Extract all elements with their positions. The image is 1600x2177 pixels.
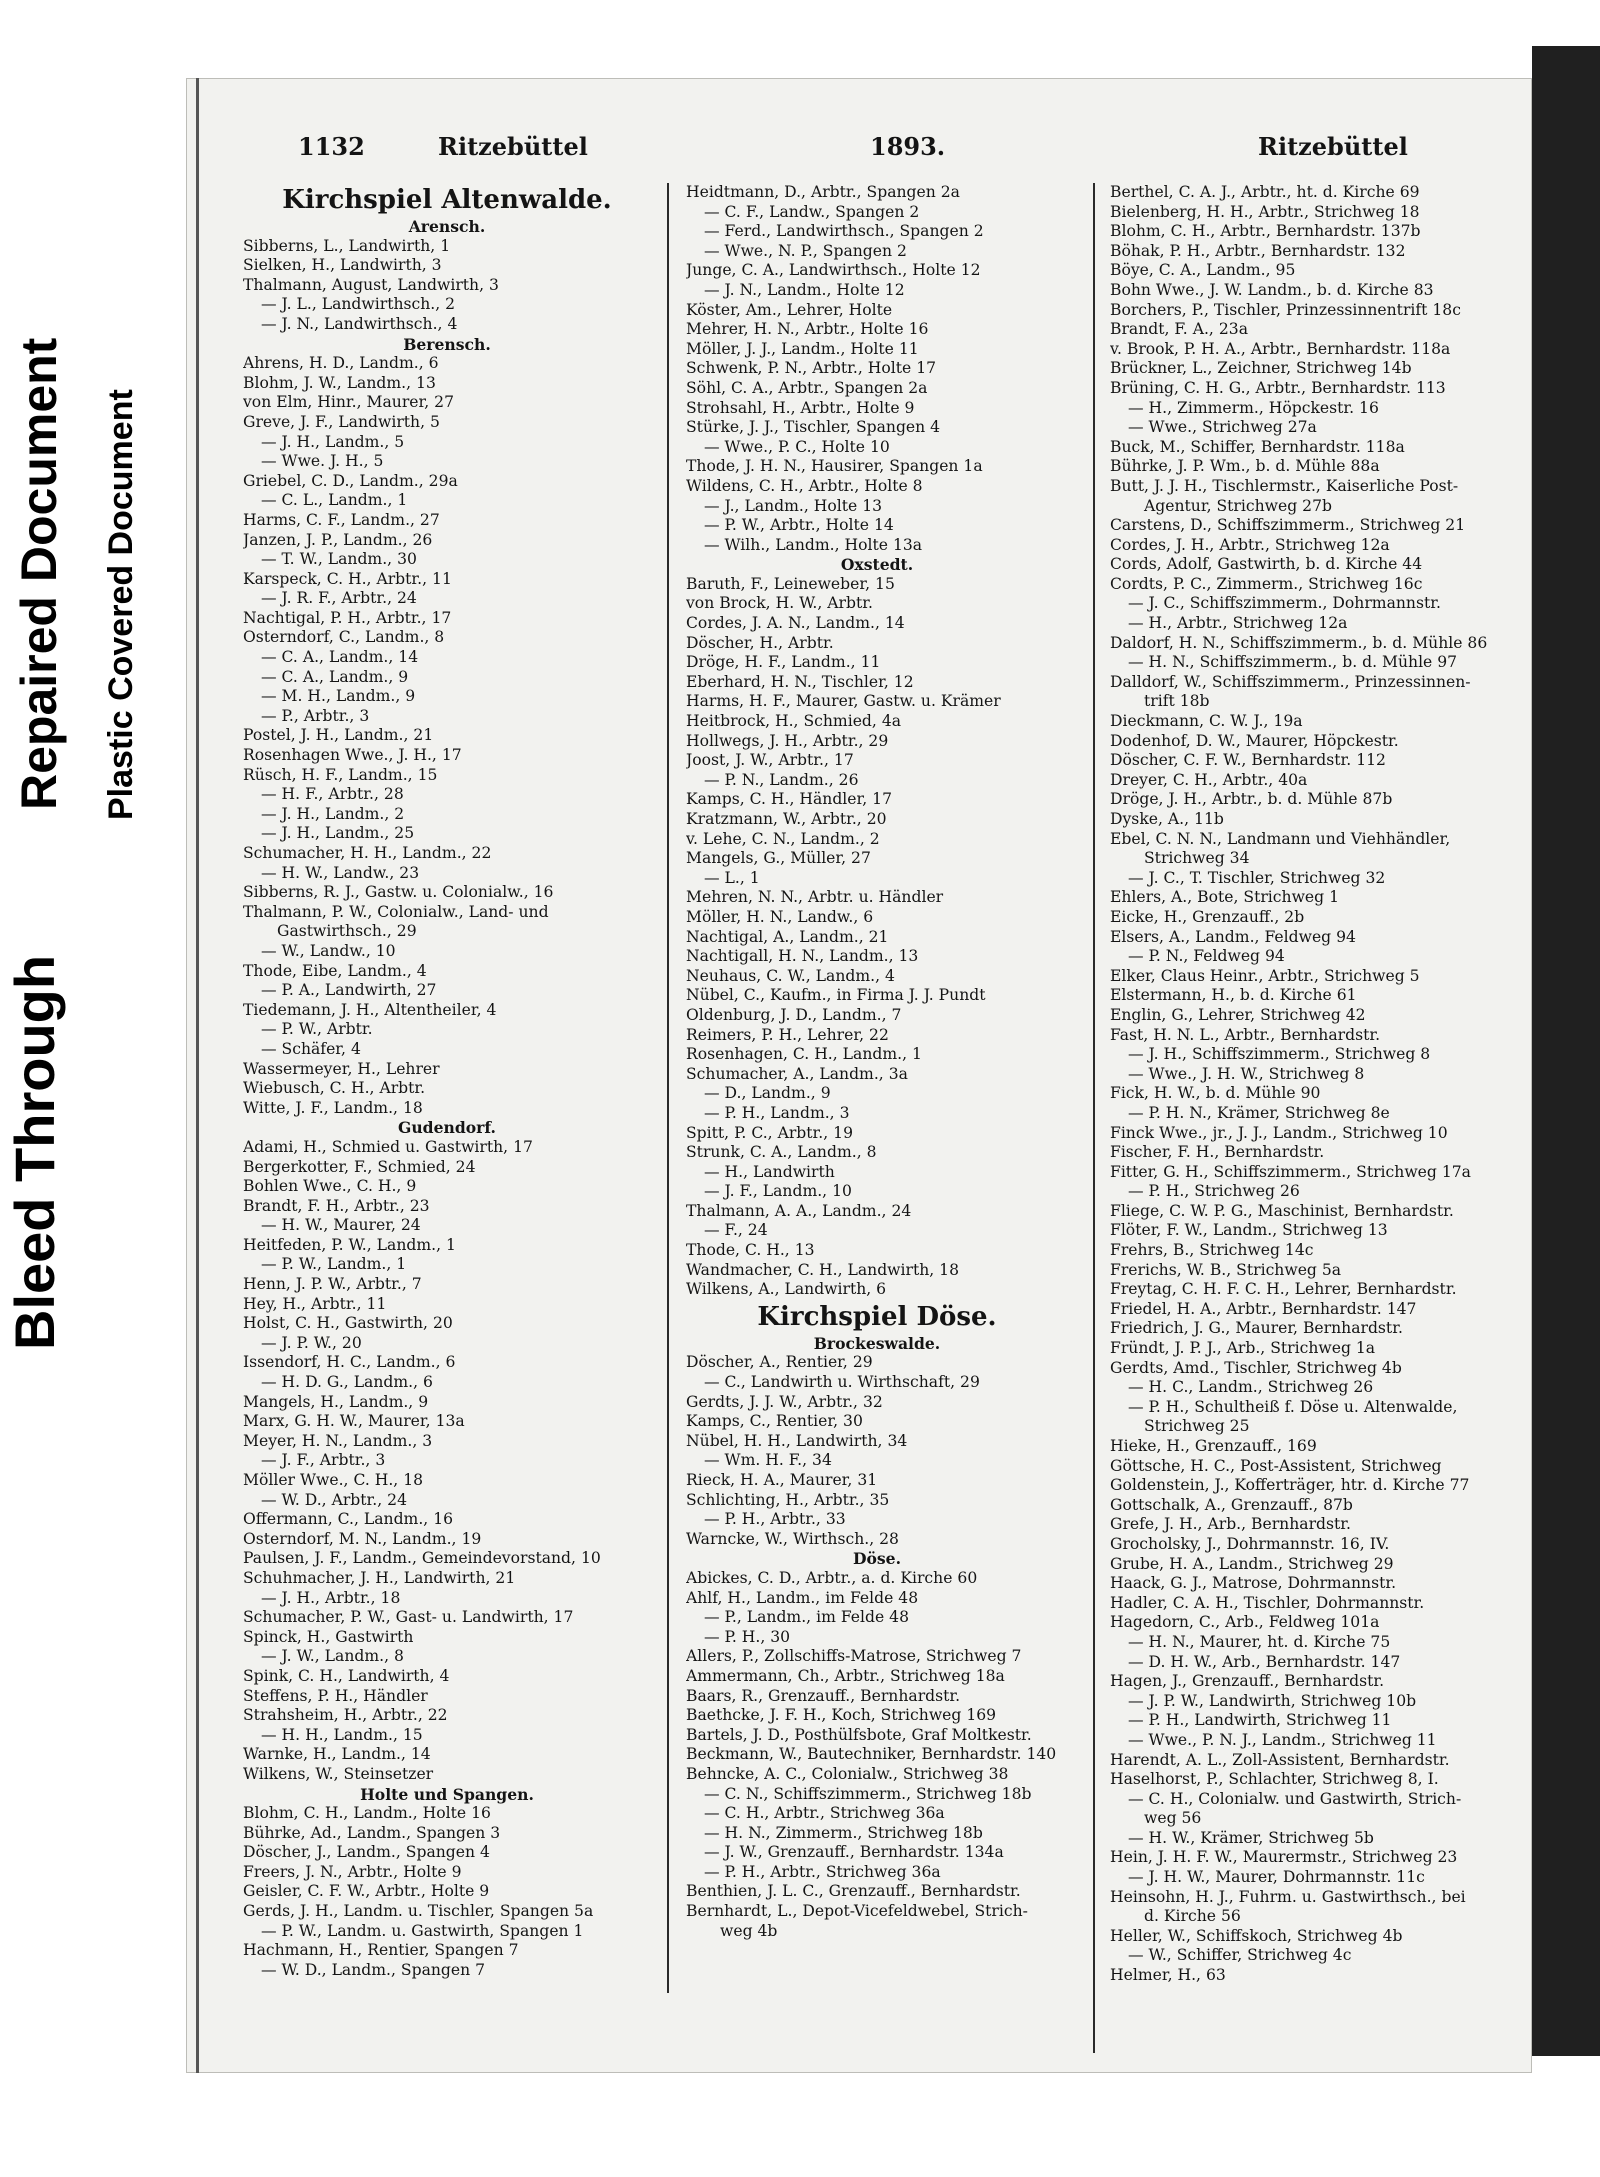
directory-entry: — D., Landm., 9 bbox=[704, 1084, 831, 1103]
directory-entry: Thalmann, August, Landwirth, 3 bbox=[243, 275, 499, 294]
directory-entry: Brandt, F. A., 23a bbox=[1110, 320, 1248, 339]
directory-entry: Bernhardt, L., Depot-Vicefeldwebel, Strich- bbox=[686, 1902, 1028, 1921]
directory-entry: Nübel, C., Kaufm., in Firma J. J. Pundt bbox=[686, 986, 986, 1005]
directory-entry: — P. H. N., Krämer, Strichweg 8e bbox=[1128, 1103, 1390, 1122]
directory-entry: weg 4b bbox=[720, 1921, 778, 1940]
label-repaired-document: Repaired Document bbox=[11, 337, 67, 810]
page-number: 1132 bbox=[298, 132, 365, 161]
directory-entry: Griebel, C. D., Landm., 29a bbox=[243, 471, 458, 490]
directory-entry: — Wwe., P. C., Holte 10 bbox=[704, 437, 890, 456]
directory-entry: Fitter, G. H., Schiffszimmerm., Strichweg 17a bbox=[1110, 1162, 1471, 1181]
page-binding-edge bbox=[196, 78, 199, 2073]
locality-heading: Berensch. bbox=[403, 334, 491, 354]
directory-entry: Spitt, P. C., Arbtr., 19 bbox=[686, 1123, 854, 1142]
directory-entry: Greve, J. F., Landwirth, 5 bbox=[243, 412, 440, 431]
directory-entry: Bohn Wwe., J. W. Landm., b. d. Kirche 83 bbox=[1110, 280, 1434, 299]
directory-entry: — J. W., Grenzauff., Bernhardstr. 134a bbox=[704, 1843, 1004, 1862]
directory-entry: — J. C., Schiffszimmerm., Dohrmannstr. bbox=[1128, 594, 1441, 613]
directory-entry: v. Lehe, C. N., Landm., 2 bbox=[686, 829, 880, 848]
directory-entry: Bielenberg, H. H., Arbtr., Strichweg 18 bbox=[1110, 202, 1420, 221]
directory-entry: — Wwe., P. N. J., Landm., Strichweg 11 bbox=[1128, 1730, 1437, 1749]
directory-entry: Harms, C. F., Landm., 27 bbox=[243, 510, 440, 529]
locality-heading: Gudendorf. bbox=[398, 1118, 496, 1138]
directory-entry: — H. W., Krämer, Strichweg 5b bbox=[1128, 1828, 1374, 1847]
directory-entry: Flöter, F. W., Landm., Strichweg 13 bbox=[1110, 1221, 1388, 1240]
directory-entry: Sielken, H., Landwirth, 3 bbox=[243, 256, 442, 275]
locality-heading: Oxstedt. bbox=[840, 555, 914, 575]
directory-entry: Eicke, H., Grenzauff., 2b bbox=[1110, 907, 1305, 926]
directory-entry: — J. H. W., Maurer, Dohrmannstr. 11c bbox=[1128, 1868, 1425, 1887]
directory-entry: Nachtigall, H. N., Landm., 13 bbox=[686, 947, 919, 966]
directory-entry: — J. P. W., Landwirth, Strichweg 10b bbox=[1128, 1691, 1417, 1710]
directory-entry: Ahlf, H., Landm., im Felde 48 bbox=[686, 1588, 919, 1607]
directory-entry: — J. W., Landm., 8 bbox=[261, 1647, 404, 1666]
directory-entry: Schumacher, P. W., Gast- u. Landwirth, 17 bbox=[243, 1608, 574, 1627]
running-head-right: Ritzebüttel bbox=[1258, 132, 1408, 161]
directory-entry: v. Brook, P. H. A., Arbtr., Bernhardstr. 118a bbox=[1110, 339, 1451, 358]
directory-entry: Möller, H. N., Landw., 6 bbox=[686, 907, 874, 926]
directory-entry: Freytag, C. H. F. C. H., Lehrer, Bernhardstr. bbox=[1110, 1280, 1457, 1299]
directory-entry: Nachtigal, P. H., Arbtr., 17 bbox=[243, 608, 452, 627]
directory-column bbox=[243, 183, 651, 1980]
directory-entry: — H. N., Maurer, ht. d. Kirche 75 bbox=[1128, 1632, 1391, 1651]
directory-entry: Rüsch, H. F., Landm., 15 bbox=[243, 765, 438, 784]
directory-entry: Abickes, C. D., Arbtr., a. d. Kirche 60 bbox=[686, 1568, 978, 1587]
directory-entry: Baars, R., Grenzauff., Bernhardstr. bbox=[686, 1686, 961, 1705]
directory-entry: Cordes, J. A. N., Landm., 14 bbox=[686, 614, 905, 633]
directory-entry: — W., Schiffer, Strichweg 4c bbox=[1128, 1946, 1352, 1965]
directory-entry: Freers, J. N., Arbtr., Holte 9 bbox=[243, 1862, 462, 1881]
directory-entry: Fischer, F. H., Bernhardstr. bbox=[1110, 1143, 1325, 1162]
directory-entry: Thalmann, P. W., Colonialw., Land- und bbox=[243, 902, 549, 921]
locality-heading: Döse. bbox=[852, 1549, 902, 1569]
directory-entry: — J. H., Landm., 25 bbox=[261, 824, 415, 843]
directory-entry: Döscher, J., Landm., Spangen 4 bbox=[243, 1843, 490, 1862]
directory-entry: Baruth, F., Leineweber, 15 bbox=[686, 574, 895, 593]
locality-heading: Holte und Spangen. bbox=[360, 1784, 534, 1804]
label-bleed-through: Bleed Through bbox=[3, 954, 66, 1350]
directory-column bbox=[686, 183, 1068, 1941]
directory-entry: Bergerkotter, F., Schmied, 24 bbox=[243, 1157, 476, 1176]
directory-entry: Paulsen, J. F., Landm., Gemeindevorstand, 10 bbox=[243, 1549, 601, 1568]
directory-entry: — P. H., Landm., 3 bbox=[704, 1103, 850, 1122]
directory-entry: — C., Landwirth u. Wirthschaft, 29 bbox=[704, 1373, 980, 1392]
directory-entry: Hachmann, H., Rentier, Spangen 7 bbox=[243, 1941, 519, 1960]
directory-entry: — J. N., Landm., Holte 12 bbox=[704, 280, 905, 299]
directory-entry: Heitbrock, H., Schmied, 4a bbox=[686, 712, 902, 731]
directory-entry: Wildens, C. H., Arbtr., Holte 8 bbox=[686, 476, 923, 495]
locality-heading: Brockeswalde. bbox=[813, 1333, 941, 1353]
directory-entry: Döscher, H., Arbtr. bbox=[686, 633, 834, 652]
directory-entry: Tiedemann, J. H., Altentheiler, 4 bbox=[243, 1000, 497, 1019]
directory-entry: Neuhaus, C. W., Landm., 4 bbox=[686, 966, 895, 985]
directory-entry: Warnke, H., Landm., 14 bbox=[243, 1745, 431, 1764]
directory-entry: Schumacher, H. H., Landm., 22 bbox=[243, 844, 492, 862]
directory-entry: — C. N., Schiffszimmerm., Strichweg 18b bbox=[704, 1784, 1032, 1803]
directory-entry: Kratzmann, W., Arbtr., 20 bbox=[686, 810, 887, 828]
directory-entry: — J. H., Arbtr., 18 bbox=[261, 1588, 401, 1607]
directory-entry: Dalldorf, W., Schiffszimmerm., Prinzessinnen- bbox=[1110, 672, 1471, 691]
directory-entry: — Wwe., N. P., Spangen 2 bbox=[704, 241, 907, 260]
directory-entry: — J. F., Landm., 10 bbox=[704, 1182, 852, 1201]
directory-entry: Möller, J. J., Landm., Holte 11 bbox=[686, 339, 919, 358]
directory-entry: Beckmann, W., Bautechniker, Bernhardstr. 140 bbox=[686, 1745, 1057, 1764]
directory-entry: Fast, H. N. L., Arbtr., Bernhardstr. bbox=[1110, 1025, 1381, 1044]
directory-entry: — J. N., Landwirthsch., 4 bbox=[261, 314, 458, 333]
directory-entry: von Brock, H. W., Arbtr. bbox=[686, 594, 873, 613]
directory-entry: Dieckmann, C. W. J., 19a bbox=[1110, 712, 1303, 731]
directory-entry: Schlichting, H., Arbtr., 35 bbox=[686, 1490, 890, 1509]
directory-entry: Elker, Claus Heinr., Arbtr., Strichweg 5 bbox=[1110, 966, 1420, 985]
directory-entry: Döscher, A., Rentier, 29 bbox=[686, 1353, 873, 1372]
directory-entry: Köster, Am., Lehrer, Holte bbox=[686, 300, 893, 319]
directory-entry: Thalmann, A. A., Landm., 24 bbox=[686, 1201, 912, 1220]
directory-entry: Gerds, J. H., Landm. u. Tischler, Spangen 5a bbox=[243, 1902, 594, 1921]
directory-entry: — J. H., Landm., 5 bbox=[261, 432, 405, 451]
directory-entry: — H. W., Maurer, 24 bbox=[261, 1216, 421, 1235]
directory-entry: — J. H., Landm., 2 bbox=[261, 804, 405, 823]
directory-entry: Ehlers, A., Bote, Strichweg 1 bbox=[1110, 888, 1340, 907]
directory-entry: Brüning, C. H. G., Arbtr., Bernhardstr. 113 bbox=[1110, 378, 1446, 397]
directory-entry: Cords, Adolf, Gastwirth, b. d. Kirche 44 bbox=[1110, 555, 1423, 574]
directory-entry: — J., Landm., Holte 13 bbox=[704, 496, 883, 515]
directory-entry: — J. R. F., Arbtr., 24 bbox=[261, 589, 417, 608]
directory-entry: Elsers, A., Landm., Feldweg 94 bbox=[1110, 927, 1356, 946]
directory-entry: — J. C., T. Tischler, Strichweg 32 bbox=[1128, 868, 1386, 887]
directory-entry: — P. N., Feldweg 94 bbox=[1128, 947, 1285, 966]
directory-entry: Grocholsky, J., Dohrmannstr. 16, IV. bbox=[1110, 1534, 1390, 1553]
directory-entry: — H., Arbtr., Strichweg 12a bbox=[1128, 614, 1348, 633]
directory-entry: Mehrer, H. N., Arbtr., Holte 16 bbox=[686, 320, 929, 339]
label-plastic-covered: Plastic Covered Document bbox=[102, 389, 140, 820]
directory-entry: Heitfeden, P. W., Landm., 1 bbox=[243, 1235, 456, 1254]
directory-entry: — J. H., Schiffszimmerm., Strichweg 8 bbox=[1128, 1045, 1431, 1064]
directory-entry: Spink, C. H., Landwirth, 4 bbox=[243, 1666, 450, 1685]
directory-entry: Hagen, J., Grenzauff., Bernhardstr. bbox=[1110, 1672, 1385, 1691]
directory-entry: Allers, P., Zollschiffs-Matrose, Strichweg 7 bbox=[686, 1647, 1022, 1666]
directory-entry: Möller Wwe., C. H., 18 bbox=[243, 1471, 424, 1489]
directory-entry: Schwenk, P. N., Arbtr., Holte 17 bbox=[686, 359, 937, 378]
directory-entry: Junge, C. A., Landwirthsch., Holte 12 bbox=[686, 261, 981, 280]
directory-entry: Butt, J. J. H., Tischlermstr., Kaiserliche Post- bbox=[1110, 476, 1459, 495]
directory-entry: Böhak, P. H., Arbtr., Bernhardstr. 132 bbox=[1110, 241, 1406, 260]
directory-entry: Hey, H., Arbtr., 11 bbox=[243, 1294, 387, 1313]
directory-entry: Witte, J. F., Landm., 18 bbox=[243, 1098, 423, 1117]
directory-entry: Thode, J. H. N., Hausirer, Spangen 1a bbox=[686, 457, 983, 476]
directory-entry: — W., Landw., 10 bbox=[261, 941, 396, 960]
directory-entry: Berthel, C. A. J., Arbtr., ht. d. Kirche 69 bbox=[1110, 183, 1420, 201]
directory-entry: Borchers, P., Tischler, Prinzessinnentrift 18c bbox=[1110, 300, 1461, 319]
directory-entry: Heidtmann, D., Arbtr., Spangen 2a bbox=[686, 183, 960, 201]
locality-heading: Arensch. bbox=[408, 217, 486, 236]
directory-entry: Strahsheim, H., Arbtr., 22 bbox=[243, 1706, 448, 1725]
directory-entry: Dreyer, C. H., Arbtr., 40a bbox=[1110, 770, 1308, 789]
directory-entry: von Elm, Hinr., Maurer, 27 bbox=[243, 393, 454, 412]
directory-entry: Goldenstein, J., Kofferträger, htr. d. Kirche 77 bbox=[1110, 1476, 1470, 1495]
directory-entry: — P. W., Landm. u. Gastwirth, Spangen 1 bbox=[261, 1921, 584, 1940]
directory-entry: Wilkens, W., Steinsetzer bbox=[243, 1764, 434, 1783]
directory-entry: Henn, J. P. W., Arbtr., 7 bbox=[243, 1275, 422, 1294]
directory-entry: Mehren, N. N., Arbtr. u. Händler bbox=[686, 888, 944, 907]
directory-entry: Dodenhof, D. W., Maurer, Höpckestr. bbox=[1110, 731, 1399, 750]
directory-entry: Söhl, C. A., Arbtr., Spangen 2a bbox=[686, 378, 928, 397]
directory-entry: Hadler, C. A. H., Tischler, Dohrmannstr. bbox=[1110, 1593, 1425, 1612]
dark-background-edge bbox=[1532, 46, 1600, 2056]
directory-entry: — H., Landwirth bbox=[704, 1162, 835, 1181]
directory-entry: Fick, H. W., b. d. Mühle 90 bbox=[1110, 1084, 1321, 1103]
directory-entry: Oldenburg, J. D., Landm., 7 bbox=[686, 1005, 902, 1024]
directory-entry: Blohm, J. W., Landm., 13 bbox=[243, 373, 436, 392]
directory-entry: Thode, C. H., 13 bbox=[686, 1241, 815, 1260]
directory-entry: — W. D., Landm., Spangen 7 bbox=[261, 1960, 486, 1979]
directory-entry: — P. H., Schultheiß f. Döse u. Altenwalde, bbox=[1128, 1397, 1458, 1416]
directory-entry: Gastwirthsch., 29 bbox=[277, 922, 417, 941]
directory-entry: Gottschalk, A., Grenzauff., 87b bbox=[1110, 1495, 1353, 1514]
directory-entry: Elstermann, H., b. d. Kirche 61 bbox=[1110, 986, 1357, 1005]
directory-entry: Cordes, J. H., Arbtr., Strichweg 12a bbox=[1110, 535, 1390, 554]
directory-entry: Kamps, C. H., Händler, 17 bbox=[686, 790, 893, 809]
directory-entry: — Schäfer, 4 bbox=[261, 1039, 361, 1058]
directory-entry: Brückner, L., Zeichner, Strichweg 14b bbox=[1110, 359, 1412, 378]
running-head-year: 1893. bbox=[870, 132, 946, 161]
directory-entry: Gerdts, Amd., Tischler, Strichweg 4b bbox=[1110, 1358, 1402, 1377]
directory-entry: Heinsohn, H. J., Fuhrm. u. Gastwirthsch., bei bbox=[1110, 1887, 1466, 1906]
directory-entry: Blohm, C. H., Arbtr., Bernhardstr. 137b bbox=[1110, 222, 1421, 241]
directory-entry: Janzen, J. P., Landm., 26 bbox=[243, 530, 433, 549]
directory-entry: Benthien, J. L. C., Grenzauff., Bernhardstr. bbox=[686, 1882, 1021, 1901]
directory-entry: weg 56 bbox=[1144, 1809, 1202, 1828]
directory-entry: Böye, C. A., Landm., 95 bbox=[1110, 261, 1296, 280]
directory-entry: Hein, J. H. F. W., Maurermstr., Strichweg 23 bbox=[1110, 1848, 1458, 1867]
directory-entry: — Wm. H. F., 34 bbox=[704, 1451, 832, 1470]
directory-entry: — C. A., Landm., 9 bbox=[261, 667, 409, 686]
directory-entry: — F., 24 bbox=[704, 1221, 768, 1240]
directory-entry: Rosenhagen Wwe., J. H., 17 bbox=[243, 746, 462, 765]
directory-entry: — H. C., Landm., Strichweg 26 bbox=[1128, 1378, 1374, 1397]
directory-entry: Heller, W., Schiffskoch, Strichweg 4b bbox=[1110, 1926, 1403, 1945]
directory-entry: Strichweg 25 bbox=[1144, 1417, 1250, 1436]
directory-entry: Ahrens, H. D., Landm., 6 bbox=[243, 354, 439, 373]
directory-entry: Blohm, C. H., Landm., Holte 16 bbox=[243, 1804, 491, 1823]
directory-entry: — J. P. W., 20 bbox=[261, 1333, 362, 1352]
column-rule bbox=[667, 183, 669, 1993]
directory-entry: Rosenhagen, C. H., Landm., 1 bbox=[686, 1045, 922, 1064]
directory-entry: Bührke, J. P. Wm., b. d. Mühle 88a bbox=[1110, 457, 1380, 476]
directory-entry: — P., Arbtr., 3 bbox=[261, 706, 370, 725]
directory-entry: Offermann, C., Landm., 16 bbox=[243, 1510, 454, 1529]
directory-entry: — H. W., Landw., 23 bbox=[261, 863, 420, 882]
directory-entry: Baethcke, J. F. H., Koch, Strichweg 169 bbox=[686, 1706, 997, 1725]
directory-entry: d. Kirche 56 bbox=[1144, 1907, 1241, 1926]
directory-entry: Postel, J. H., Landm., 21 bbox=[243, 726, 434, 745]
directory-entry: Finck Wwe., jr., J. J., Landm., Strichweg 10 bbox=[1110, 1123, 1448, 1142]
directory-entry: Daldorf, H. N., Schiffszimmerm., b. d. Mühle 86 bbox=[1110, 633, 1488, 652]
directory-entry: Harms, H. F., Maurer, Gastw. u. Krämer bbox=[686, 692, 1001, 711]
directory-entry: Marx, G. H. W., Maurer, 13a bbox=[243, 1412, 465, 1431]
directory-entry: Friedel, H. A., Arbtr., Bernhardstr. 147 bbox=[1110, 1299, 1417, 1318]
directory-entry: Ammermann, Ch., Arbtr., Strichweg 18a bbox=[686, 1666, 1005, 1685]
directory-entry: Meyer, H. N., Landm., 3 bbox=[243, 1431, 433, 1450]
directory-entry: — D. H. W., Arb., Bernhardstr. 147 bbox=[1128, 1652, 1401, 1671]
directory-entry: Stürke, J. J., Tischler, Spangen 4 bbox=[686, 418, 941, 437]
directory-entry: Rieck, H. A., Maurer, 31 bbox=[686, 1471, 878, 1489]
directory-entry: — P. W., Landm., 1 bbox=[261, 1255, 407, 1274]
directory-entry: Nachtigal, A., Landm., 21 bbox=[686, 927, 889, 946]
directory-entry: Haselhorst, P., Schlachter, Strichweg 8, I. bbox=[1110, 1770, 1439, 1789]
directory-entry: — C. H., Arbtr., Strichweg 36a bbox=[704, 1804, 945, 1823]
directory-entry: Agentur, Strichweg 27b bbox=[1144, 496, 1332, 515]
directory-entry: Osterndorf, C., Landm., 8 bbox=[243, 628, 445, 647]
directory-entry: Wassermeyer, H., Lehrer bbox=[243, 1059, 440, 1078]
directory-entry: Wiebusch, C. H., Arbtr. bbox=[243, 1079, 426, 1098]
directory-entry: Hieke, H., Grenzauff., 169 bbox=[1110, 1437, 1317, 1455]
directory-entry: Harendt, A. L., Zoll-Assistent, Bernhardstr. bbox=[1110, 1750, 1450, 1769]
directory-entry: Döscher, C. F. W., Bernhardstr. 112 bbox=[1110, 751, 1386, 770]
directory-entry: Strohsahl, H., Arbtr., Holte 9 bbox=[686, 398, 915, 417]
directory-entry: — H. N., Schiffszimmerm., b. d. Mühle 97 bbox=[1128, 653, 1458, 672]
directory-entry: Adami, H., Schmied u. Gastwirth, 17 bbox=[243, 1137, 533, 1156]
running-head-left: Ritzebüttel bbox=[438, 132, 588, 161]
directory-entry: Hagedorn, C., Arb., Feldweg 101a bbox=[1110, 1613, 1380, 1632]
directory-entry: — H. D. G., Landm., 6 bbox=[261, 1373, 433, 1392]
directory-entry: Fliege, C. W. P. G., Maschinist, Bernhardstr. bbox=[1110, 1201, 1454, 1220]
directory-entry: Cordts, P. C., Zimmerm., Strichweg 16c bbox=[1110, 574, 1423, 593]
directory-entry: Behncke, A. C., Colonialw., Strichweg 38 bbox=[686, 1764, 1009, 1783]
directory-entry: Frerichs, W. B., Strichweg 5a bbox=[1110, 1260, 1342, 1279]
directory-entry: Warncke, W., Wirthsch., 28 bbox=[686, 1529, 899, 1548]
directory-entry: Strichweg 34 bbox=[1144, 849, 1250, 868]
directory-entry: Bohlen Wwe., C. H., 9 bbox=[243, 1177, 417, 1196]
directory-entry: Wilkens, A., Landwirth, 6 bbox=[686, 1280, 887, 1299]
directory-entry: — W. D., Arbtr., 24 bbox=[261, 1490, 407, 1509]
directory-entry: Carstens, D., Schiffszimmerm., Strichweg 21 bbox=[1110, 516, 1466, 535]
directory-entry: — Wwe., Strichweg 27a bbox=[1128, 418, 1317, 437]
directory-entry: Göttsche, H. C., Post-Assistent, Strichweg bbox=[1110, 1456, 1442, 1475]
directory-entry: Grefe, J. H., Arb., Bernhardstr. bbox=[1110, 1515, 1351, 1534]
directory-entry: Geisler, C. F. W., Arbtr., Holte 9 bbox=[243, 1882, 490, 1901]
directory-entry: — P., Landm., im Felde 48 bbox=[704, 1608, 910, 1627]
directory-entry: Dyske, A., 11b bbox=[1110, 810, 1224, 828]
directory-entry: Reimers, P. H., Lehrer, 22 bbox=[686, 1025, 889, 1044]
directory-entry: Strunk, C. A., Landm., 8 bbox=[686, 1143, 877, 1162]
parish-heading: Kirchspiel Döse. bbox=[757, 1301, 997, 1332]
directory-entry: — C. A., Landm., 14 bbox=[261, 648, 419, 667]
directory-entry: — H., Zimmerm., Höpckestr. 16 bbox=[1128, 398, 1379, 417]
directory-entry: Joost, J. W., Arbtr., 17 bbox=[686, 751, 854, 770]
directory-entry: Fründt, J. P. J., Arb., Strichweg 1a bbox=[1110, 1339, 1376, 1358]
directory-entry: — L., 1 bbox=[704, 868, 760, 887]
directory-entry: Thode, Eibe, Landm., 4 bbox=[243, 961, 427, 980]
directory-entry: Steffens, P. H., Händler bbox=[243, 1686, 428, 1705]
directory-entry: Schumacher, A., Landm., 3a bbox=[686, 1064, 908, 1083]
directory-entry: Mangels, H., Landm., 9 bbox=[243, 1392, 429, 1411]
directory-entry: Frehrs, B., Strichweg 14c bbox=[1110, 1241, 1314, 1260]
directory-entry: Karspeck, C. H., Arbtr., 11 bbox=[243, 569, 452, 588]
directory-entry: Wandmacher, C. H., Landwirth, 18 bbox=[686, 1260, 960, 1279]
directory-entry: — P. H., Arbtr., 33 bbox=[704, 1510, 846, 1529]
directory-entry: Schuhmacher, J. H., Landwirth, 21 bbox=[243, 1568, 516, 1587]
directory-entry: Holst, C. H., Gastwirth, 20 bbox=[243, 1314, 453, 1333]
directory-entry: — Ferd., Landwirthsch., Spangen 2 bbox=[704, 222, 984, 241]
directory-entry: — Wilh., Landm., Holte 13a bbox=[704, 535, 923, 554]
directory-entry: — H. H., Landm., 15 bbox=[261, 1725, 423, 1744]
directory-entry: Osterndorf, M. N., Landm., 19 bbox=[243, 1529, 482, 1548]
directory-entry: — P. H., Landwirth, Strichweg 11 bbox=[1128, 1711, 1392, 1730]
directory-entry: Eberhard, H. N., Tischler, 12 bbox=[686, 672, 914, 691]
directory-entry: Ebel, C. N. N., Landmann und Viehhändler, bbox=[1110, 829, 1451, 848]
directory-entry: Haack, G. J., Matrose, Dohrmannstr. bbox=[1110, 1574, 1397, 1593]
directory-entry: — C. L., Landm., 1 bbox=[261, 491, 408, 510]
directory-entry: — Wwe. J. H., 5 bbox=[261, 452, 384, 471]
directory-entry: — P. H., 30 bbox=[704, 1627, 791, 1646]
directory-entry: Issendorf, H. C., Landm., 6 bbox=[243, 1353, 456, 1372]
directory-entry: Grube, H. A., Landm., Strichweg 29 bbox=[1110, 1554, 1394, 1573]
directory-entry: Buck, M., Schiffer, Bernhardstr. 118a bbox=[1110, 437, 1405, 456]
directory-entry: Sibberns, R. J., Gastw. u. Colonialw., 16 bbox=[243, 883, 554, 902]
directory-column bbox=[1110, 183, 1522, 1986]
directory-entry: Spinck, H., Gastwirth bbox=[243, 1627, 414, 1646]
directory-entry: — M. H., Landm., 9 bbox=[261, 687, 416, 706]
directory-entry: Dröge, J. H., Arbtr., b. d. Mühle 87b bbox=[1110, 790, 1393, 809]
directory-entry: trift 18b bbox=[1144, 692, 1210, 711]
parish-heading: Kirchspiel Altenwalde. bbox=[282, 185, 612, 215]
directory-entry: — P. W., Arbtr., Holte 14 bbox=[704, 516, 894, 535]
directory-entry: Helmer, H., 63 bbox=[1110, 1966, 1226, 1985]
directory-entry: Mangels, G., Müller, 27 bbox=[686, 849, 871, 868]
directory-entry: — C. F., Landw., Spangen 2 bbox=[704, 202, 920, 221]
directory-entry: Bührke, Ad., Landm., Spangen 3 bbox=[243, 1823, 501, 1842]
directory-entry: — J. F., Arbtr., 3 bbox=[261, 1451, 386, 1470]
directory-entry: Friedrich, J. G., Maurer, Bernhardstr. bbox=[1110, 1319, 1403, 1338]
directory-entry: — Wwe., J. H. W., Strichweg 8 bbox=[1128, 1064, 1365, 1083]
directory-entry: — T. W., Landm., 30 bbox=[261, 550, 417, 569]
directory-entry: — C. H., Colonialw. und Gastwirth, Strich- bbox=[1128, 1789, 1462, 1808]
directory-entry: — H. N., Zimmerm., Strichweg 18b bbox=[704, 1823, 983, 1842]
directory-entry: — J. L., Landwirthsch., 2 bbox=[261, 295, 456, 314]
directory-entry: — P. W., Arbtr. bbox=[261, 1020, 373, 1039]
directory-entry: Dröge, H. F., Landm., 11 bbox=[686, 653, 881, 672]
directory-entry: Englin, G., Lehrer, Strichweg 42 bbox=[1110, 1005, 1366, 1024]
directory-entry: Nübel, H. H., Landwirth, 34 bbox=[686, 1431, 908, 1450]
directory-entry: — P. A., Landwirth, 27 bbox=[261, 981, 437, 1000]
directory-entry: Kamps, C., Rentier, 30 bbox=[686, 1412, 863, 1431]
directory-entry: — H. F., Arbtr., 28 bbox=[261, 785, 404, 804]
column-rule bbox=[1093, 183, 1095, 2053]
directory-entry: Brandt, F. H., Arbtr., 23 bbox=[243, 1196, 430, 1215]
directory-entry: — P. H., Arbtr., Strichweg 36a bbox=[704, 1862, 941, 1881]
directory-entry: Hollwegs, J. H., Arbtr., 29 bbox=[686, 731, 889, 750]
directory-entry: — P. H., Strichweg 26 bbox=[1128, 1182, 1300, 1201]
directory-entry: Gerdts, J. J. W., Arbtr., 32 bbox=[686, 1392, 883, 1411]
directory-entry: Sibberns, L., Landwirth, 1 bbox=[243, 236, 451, 255]
directory-entry: Bartels, J. D., Posthülfsbote, Graf Moltkestr. bbox=[686, 1725, 1032, 1744]
directory-entry: — P. N., Landm., 26 bbox=[704, 770, 859, 789]
